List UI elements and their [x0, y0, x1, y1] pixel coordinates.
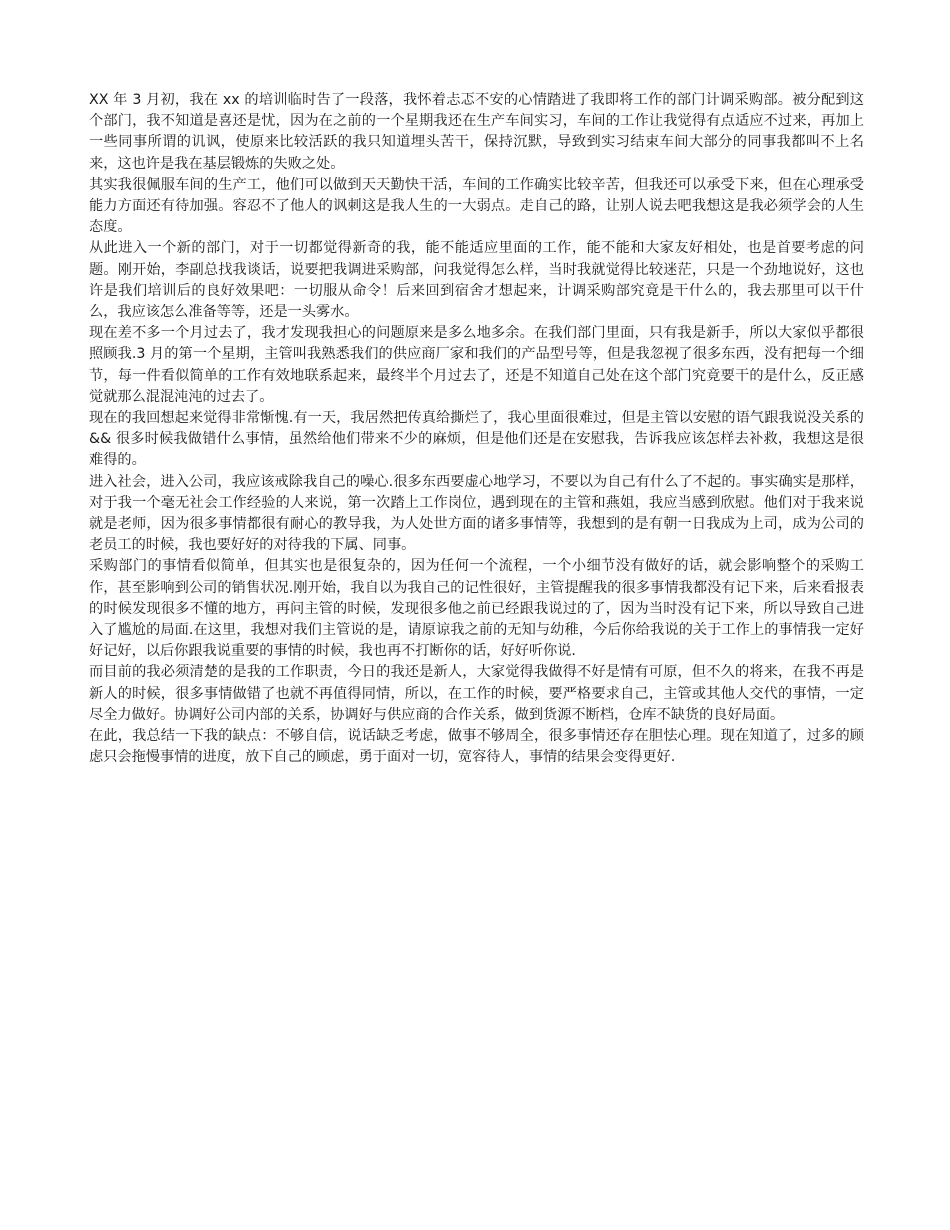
- paragraph-7: 采购部门的事情看似简单，但其实也是很复杂的，因为任何一个流程，一个小细节没有做好的话，就会影响整个的采购工作，甚至影响到公司的销售状况.刚开始，我自以为我自己的记性很好，主管提醒我的很多事情我都没有记下来，后来看报表的时候发现很多不懂的地方，再问主管的时候，发现很多他之前已经跟我说过的了，因为当时没有记下来，所以导致自己进入了尴尬的局面.在这里，我想对我们主管说的是，请原谅我之前的无知与幼稚，今后你给我说的关于工作上的事情我一定好好记好，以后你跟我说重要的事情的时候，我也再不打断你的话，好好听你说.: [89, 558, 864, 660]
- paragraph-2: 其实我很佩服车间的生产工，他们可以做到天天勤快干活，车间的工作确实比较辛苦，但我还可以承受下来，但在心理承受能力方面还有待加强。容忍不了他人的讽刺这是我人生的一大弱点。走自己的路，让别人说去吧我想这是我必须学会的人生态度。: [89, 176, 864, 236]
- paragraph-6: 进入社会，进入公司，我应该戒除我自己的噪心.很多东西要虚心地学习，不要以为自己有什么了不起的。事实确实是那样，对于我一个毫无社会工作经验的人来说，第一次踏上工作岗位，遇到现在的主管和燕姐，我应当感到欣慰。他们对于我来说就是老师，因为很多事情都很有耐心的教导我，为人处世方面的诸多事情等，我想到的是有朝一日我成为上司，成为公司的老员工的时候，我也要好好的对待我的下属、同事。: [89, 473, 864, 554]
- paragraph-4: 现在差不多一个月过去了，我才发现我担心的问题原来是多么地多余。在我们部门里面，只有我是新手，所以大家似乎都很照顾我.3 月的第一个星期，主管叫我熟悉我们的供应商厂家和我们的产品型号等，但是我忽视了很多东西，没有把每一个细节，每一件看似简单的工作有效地联系起来，最终半个月过去了，还是不知道自己处在这个部门究竟要干的是什么，反正感觉就那么混混沌沌的过去了。: [89, 325, 864, 405]
- document-body: [89, 90, 864, 769]
- paragraph-5: 现在的我回想起来觉得非常惭愧.有一天，我居然把传真给撕烂了，我心里面很难过，但是主管以安慰的语气跟我说没关系的&& 很多时候我做错什么事情，虽然给他们带来不少的麻烦，但是他们还是在安慰我，告诉我应该怎样去补救，我想这是很难得的。: [89, 410, 864, 469]
- paragraph-3: 从此进入一个新的部门，对于一切都觉得新奇的我，能不能适应里面的工作，能不能和大家友好相处，也是首要考虑的问题。刚开始，李副总找我谈话，说要把我调进采购部，问我觉得怎么样，当时我就觉得比较迷茫，只是一个劲地说好，这也许是我们培训后的良好效果吧：一切服从命令！后来回到宿舍才想起来，计调采购部究竟是干什么的，我去那里可以干什么，我应该怎么准备等等，还是一头雾水。: [89, 240, 864, 321]
- paragraph-8: 而目前的我必须清楚的是我的工作职责，今日的我还是新人，大家觉得我做得不好是情有可原，但不久的将来，在我不再是新人的时候，很多事情做错了也就不再值得同情，所以，在工作的时候，要严格要求自己，主管或其他人交代的事情，一定尽全力做好。协调好公司内部的关系，协调好与供应商的合作关系，做到货源不断档，仓库不缺货的良好局面。: [89, 664, 864, 723]
- paragraph-9: 在此，我总结一下我的缺点：不够自信，说话缺乏考虑，做事不够周全，很多事情还存在胆怯心理。现在知道了，过多的顾虑只会拖慢事情的进度，放下自己的顾虑，勇于面对一切，宽容待人，事情的结果会变得更好.: [89, 728, 864, 766]
- paragraph-1: XX 年 3 月初，我在 xx 的培训临时告了一段落，我怀着忐忑不安的心情踏进了我即将工作的部门计调采购部。被分配到这个部门，我不知道是喜还是忧，因为在之前的一个星期我还在生产车间实习，车间的工作让我觉得有点适应不过来，再加上一些同事所谓的讥讽，使原来比较活跃的我只知道埋头苦干，保持沉默，导致到实习结束车间大部分的同事我都叫不上名来，这也许是我在基层锻炼的失败之处。: [89, 92, 864, 172]
